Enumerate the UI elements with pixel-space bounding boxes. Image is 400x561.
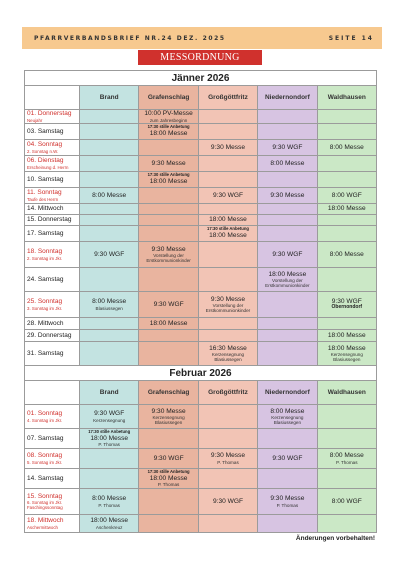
service-note: Vorstellung der <box>212 303 244 309</box>
schedule-row <box>25 429 377 449</box>
date-cell <box>25 342 80 366</box>
feast-label: 3. Sonntag im Jkr. <box>27 305 63 311</box>
service-cell <box>80 242 139 268</box>
service-cell <box>198 215 257 226</box>
column-header-row <box>25 86 377 110</box>
date-label: 17. Samstag <box>27 229 64 237</box>
service-time: 9:30 WGF <box>94 250 125 258</box>
service-time: 9:30 Messe <box>210 143 246 151</box>
service-cell <box>258 110 317 124</box>
service-time: 9:30 Messe <box>270 191 305 199</box>
service-time: 8:00 WGF <box>331 191 362 199</box>
service-time: 8:00 Messe <box>329 143 364 151</box>
service-cell <box>317 292 376 318</box>
date-cell <box>25 469 80 489</box>
service-cell <box>317 226 376 242</box>
service-cell <box>198 226 257 242</box>
service-cell <box>139 215 198 226</box>
service-note: 17:30 stille Anbetung <box>147 172 190 178</box>
service-cell <box>317 156 376 172</box>
service-cell <box>258 215 317 226</box>
date-cell <box>25 330 80 342</box>
date-label: 03. Samstag <box>27 127 64 135</box>
service-cell <box>80 489 139 515</box>
schedule-row <box>25 292 377 318</box>
schedule-row <box>25 318 377 330</box>
service-note: P. Thomas <box>217 459 239 465</box>
service-cell <box>139 405 198 429</box>
service-time: 9:30 WGF <box>272 454 303 462</box>
mass-schedule-table <box>24 70 377 533</box>
date-label: 01. Donnerstag <box>27 110 72 118</box>
service-cell <box>317 124 376 140</box>
service-cell <box>198 172 257 188</box>
service-note: Erstkommunionkinder <box>205 308 251 314</box>
service-cell <box>317 215 376 226</box>
date-label: 29. Donnerstag <box>27 331 72 339</box>
service-cell <box>317 318 376 330</box>
service-time: 18:00 Messe <box>149 474 188 482</box>
parish-column-header: Waldhausen <box>317 381 376 405</box>
date-cell <box>25 489 80 515</box>
service-time: 8:00 WGF <box>331 497 362 505</box>
month-title: Februar 2026 <box>25 366 377 381</box>
service-cell <box>80 318 139 330</box>
schedule-row <box>25 172 377 188</box>
date-cell <box>25 242 80 268</box>
service-cell <box>198 156 257 172</box>
service-time: 18:00 Messe <box>149 178 188 186</box>
service-time: 8:00 Messe <box>92 495 127 503</box>
schedule-row <box>25 342 377 366</box>
service-cell <box>258 292 317 318</box>
service-time: 18:00 Messe <box>149 319 188 327</box>
service-note: P. Thomas <box>98 442 120 448</box>
service-cell <box>80 330 139 342</box>
service-note: Aschenkreuz <box>95 524 123 530</box>
service-cell <box>139 330 198 342</box>
date-label: 18. Mittwoch <box>27 517 64 525</box>
date-cell <box>25 204 80 215</box>
service-cell <box>198 318 257 330</box>
service-cell <box>317 188 376 204</box>
service-cell <box>258 268 317 292</box>
feast-label: 6. Sonntag im Jkr. <box>27 500 63 506</box>
service-cell <box>139 469 198 489</box>
date-label: 14. Samstag <box>27 474 64 482</box>
date-cell <box>25 318 80 330</box>
service-time: 8:00 Messe <box>92 191 127 199</box>
service-note: Vorstellung der <box>272 278 303 284</box>
service-cell <box>139 124 198 140</box>
parish-column-header: Waldhausen <box>317 86 376 110</box>
service-cell <box>317 429 376 449</box>
service-time: 8:00 Messe <box>270 159 305 167</box>
date-label: 28. Mittwoch <box>27 319 64 327</box>
service-time: 18:00 Messe <box>327 205 366 213</box>
service-time: 9:30 Messe <box>210 295 246 303</box>
schedule-row <box>25 489 377 515</box>
service-time: 10:00 PV-Messe <box>144 110 193 118</box>
service-cell <box>317 110 376 124</box>
date-cell <box>25 429 80 449</box>
service-cell <box>258 204 317 215</box>
date-cell <box>25 405 80 429</box>
service-cell <box>139 110 198 124</box>
schedule-row <box>25 515 377 533</box>
feast-label: Taufe des Herrn <box>27 196 59 202</box>
service-time: 8:00 Messe <box>92 298 127 306</box>
service-cell <box>198 449 257 469</box>
date-cell <box>25 156 80 172</box>
parish-column-header: Grafenschlag <box>139 381 198 405</box>
service-time: 9:30 WGF <box>331 297 362 305</box>
service-cell <box>258 172 317 188</box>
service-cell <box>198 342 257 366</box>
service-time: 18:00 Messe <box>268 270 307 278</box>
service-cell <box>139 140 198 156</box>
service-cell <box>80 292 139 318</box>
service-cell <box>80 172 139 188</box>
parish-column-header: Großgöttfritz <box>198 381 257 405</box>
service-time: 9:30 Messe <box>151 245 186 253</box>
service-note: Blasiussegen <box>333 357 361 363</box>
service-cell <box>258 469 317 489</box>
schedule-row <box>25 405 377 429</box>
feast-label: Faschingssonntag <box>27 505 63 511</box>
service-time: 18:00 Messe <box>90 517 129 525</box>
service-time: 18:00 Messe <box>149 130 188 138</box>
service-cell <box>139 515 198 533</box>
month-header-row <box>25 71 377 86</box>
service-cell <box>317 330 376 342</box>
service-cell <box>317 489 376 515</box>
day-column-header <box>25 86 80 110</box>
service-cell <box>80 110 139 124</box>
service-note: Kerzensegnung <box>93 417 126 423</box>
service-cell <box>80 469 139 489</box>
service-cell <box>139 342 198 366</box>
service-note: Blasiussegen <box>273 420 302 426</box>
service-cell <box>317 242 376 268</box>
service-cell <box>317 172 376 188</box>
service-cell <box>258 489 317 515</box>
service-cell <box>258 449 317 469</box>
service-note: 17:30 stille Anbetung <box>206 226 249 232</box>
service-cell <box>258 318 317 330</box>
service-note: 17:30 stille Anbetung <box>88 428 131 434</box>
service-cell <box>80 268 139 292</box>
service-time: 16:30 Messe <box>209 344 247 352</box>
service-cell <box>80 156 139 172</box>
service-cell <box>317 342 376 366</box>
date-label: 31. Samstag <box>27 349 64 357</box>
schedule-row <box>25 110 377 124</box>
schedule-row <box>25 268 377 292</box>
service-time: 9:30 Messe <box>151 159 186 167</box>
service-cell <box>317 449 376 469</box>
service-cell <box>198 242 257 268</box>
date-cell <box>25 110 80 124</box>
service-time: 18:00 Messe <box>327 331 366 339</box>
service-cell <box>139 429 198 449</box>
feast-label: 4. Sonntag im Jkr. <box>27 417 63 423</box>
service-note: P. Thomas <box>98 502 120 508</box>
schedule-row <box>25 140 377 156</box>
schedule-row <box>25 215 377 226</box>
schedule-row <box>25 330 377 342</box>
service-cell <box>80 449 139 469</box>
service-time: 18:00 Messe <box>209 232 247 240</box>
service-cell <box>139 172 198 188</box>
parish-column-header: Großgöttfritz <box>198 86 257 110</box>
date-cell <box>25 124 80 140</box>
date-cell <box>25 172 80 188</box>
service-cell <box>80 429 139 449</box>
service-cell <box>198 268 257 292</box>
service-cell <box>80 515 139 533</box>
day-column-header <box>25 381 80 405</box>
page-number: SEITE 14 <box>328 35 374 42</box>
service-time: 9:30 WGF <box>153 454 184 462</box>
schedule-row <box>25 226 377 242</box>
service-time: 9:30 Messe <box>151 407 186 415</box>
service-time: 9:30 WGF <box>272 143 303 151</box>
date-cell <box>25 215 80 226</box>
date-label: 11. Sonntag <box>27 189 62 197</box>
month-header-row <box>25 366 377 381</box>
date-cell <box>25 226 80 242</box>
date-label: 15. Donnerstag <box>27 216 72 224</box>
service-time: 18:00 Messe <box>90 434 129 442</box>
service-note: Blasiussegen <box>214 357 242 363</box>
date-label: 15. Sonntag <box>27 492 63 500</box>
service-note: Obernondorf <box>331 304 363 311</box>
date-label: 14. Mittwoch <box>27 205 64 213</box>
service-cell <box>198 188 257 204</box>
date-cell <box>25 188 80 204</box>
service-cell <box>80 204 139 215</box>
parish-column-header: Brand <box>80 86 139 110</box>
service-cell <box>258 515 317 533</box>
service-time: 9:30 WGF <box>94 410 125 418</box>
service-time: 8:00 Messe <box>270 407 305 415</box>
service-cell <box>198 405 257 429</box>
service-note: Blasiussegen <box>95 305 123 311</box>
feast-label: Erscheinung d. Herrn <box>27 164 69 170</box>
service-note: Erstkommunionkinder <box>146 258 191 264</box>
service-cell <box>317 469 376 489</box>
service-time: 9:30 WGF <box>272 250 303 258</box>
service-cell <box>139 204 198 215</box>
service-cell <box>258 156 317 172</box>
date-cell <box>25 292 80 318</box>
date-label: 08. Sonntag <box>27 452 63 460</box>
service-note: Kerzensegnung <box>211 352 245 358</box>
date-cell <box>25 449 80 469</box>
service-time: 9:30 Messe <box>210 452 246 460</box>
service-cell <box>317 515 376 533</box>
column-header-row <box>25 381 377 405</box>
service-note: Kerzensegnung <box>152 415 185 421</box>
date-cell <box>25 268 80 292</box>
service-time: 9:30 WGF <box>212 497 243 505</box>
date-label: 04. Sonntag <box>27 141 63 149</box>
service-cell <box>139 226 198 242</box>
date-label: 18. Sonntag <box>27 248 63 256</box>
service-cell <box>139 449 198 469</box>
service-cell <box>139 188 198 204</box>
parish-column-header: Niedernondorf <box>258 86 317 110</box>
date-label: 01. Sonntag <box>27 410 63 418</box>
service-time: 18:00 Messe <box>209 216 247 224</box>
service-cell <box>198 292 257 318</box>
service-note: P. Thomas <box>276 502 299 508</box>
service-cell <box>258 242 317 268</box>
service-note: zum Jahresbeginn <box>149 117 188 123</box>
service-cell <box>198 489 257 515</box>
date-label: 25. Sonntag <box>27 298 63 306</box>
date-label: 10. Samstag <box>27 175 64 183</box>
service-note: Blasiussegen <box>154 420 183 426</box>
service-note: 17:30 stille Anbetung <box>147 468 190 474</box>
service-time: 9:30 WGF <box>212 191 243 199</box>
service-cell <box>317 268 376 292</box>
schedule-row <box>25 156 377 172</box>
date-label: 07. Samstag <box>27 434 64 442</box>
service-cell <box>198 429 257 449</box>
date-label: 24. Samstag <box>27 275 64 283</box>
service-cell <box>198 515 257 533</box>
service-cell <box>139 292 198 318</box>
feast-label: 2. Sonntag n.W. <box>27 148 59 154</box>
service-cell <box>198 140 257 156</box>
service-cell <box>139 489 198 515</box>
service-cell <box>258 429 317 449</box>
service-cell <box>258 226 317 242</box>
schedule-row <box>25 469 377 489</box>
date-label: 06. Dienstag <box>27 157 64 165</box>
service-cell <box>258 124 317 140</box>
service-cell <box>80 226 139 242</box>
schedule-row <box>25 204 377 215</box>
month-title: Jänner 2026 <box>25 71 377 86</box>
service-time: 8:00 Messe <box>329 250 364 258</box>
service-cell <box>139 242 198 268</box>
service-time: 8:00 Messe <box>329 452 364 460</box>
service-time: 18:00 Messe <box>327 344 366 352</box>
parish-column-header: Grafenschlag <box>139 86 198 110</box>
footer-note: Änderungen vorbehalten! <box>295 535 375 542</box>
feast-label: 5. Sonntag im Jkr. <box>27 459 63 465</box>
service-cell <box>80 188 139 204</box>
service-note: P. Thomas <box>157 482 180 488</box>
schedule-row <box>25 449 377 469</box>
service-cell <box>80 140 139 156</box>
service-note: P. Thomas <box>336 459 358 465</box>
feast-label: Aschermittwoch <box>27 524 58 530</box>
parish-column-header: Brand <box>80 381 139 405</box>
service-cell <box>258 140 317 156</box>
page-title: MESSORDNUNG <box>138 50 262 65</box>
service-cell <box>258 405 317 429</box>
newsletter-label: PFARRVERBANDSBRIEF NR.24 DEZ. 2025 <box>34 35 226 42</box>
parish-column-header: Niedernondorf <box>258 381 317 405</box>
service-time: 9:30 Messe <box>270 495 305 503</box>
service-cell <box>80 124 139 140</box>
date-cell <box>25 515 80 533</box>
service-note: 17:30 stille Anbetung <box>147 124 190 130</box>
service-cell <box>258 188 317 204</box>
service-time: 9:30 WGF <box>153 300 184 308</box>
schedule-row <box>25 242 377 268</box>
feast-label: 2. Sonntag im Jkr. <box>27 255 63 261</box>
service-cell <box>198 110 257 124</box>
feast-label: Neujahr <box>27 117 43 123</box>
service-cell <box>139 268 198 292</box>
service-cell <box>317 140 376 156</box>
service-cell <box>317 204 376 215</box>
service-cell <box>198 330 257 342</box>
service-cell <box>198 204 257 215</box>
service-note: Erstkommunionkinder <box>265 283 310 289</box>
service-cell <box>258 330 317 342</box>
service-cell <box>80 215 139 226</box>
schedule-row <box>25 124 377 140</box>
schedule-row <box>25 188 377 204</box>
service-cell <box>139 318 198 330</box>
date-cell <box>25 140 80 156</box>
service-cell <box>80 405 139 429</box>
service-cell <box>198 124 257 140</box>
service-note: Vorstellung der <box>153 253 184 259</box>
service-cell <box>317 405 376 429</box>
service-note: Kerzensegnung <box>330 352 363 358</box>
service-cell <box>139 156 198 172</box>
service-cell <box>80 342 139 366</box>
service-note: Kerzensegnung <box>271 415 304 421</box>
service-cell <box>198 469 257 489</box>
service-cell <box>258 342 317 366</box>
